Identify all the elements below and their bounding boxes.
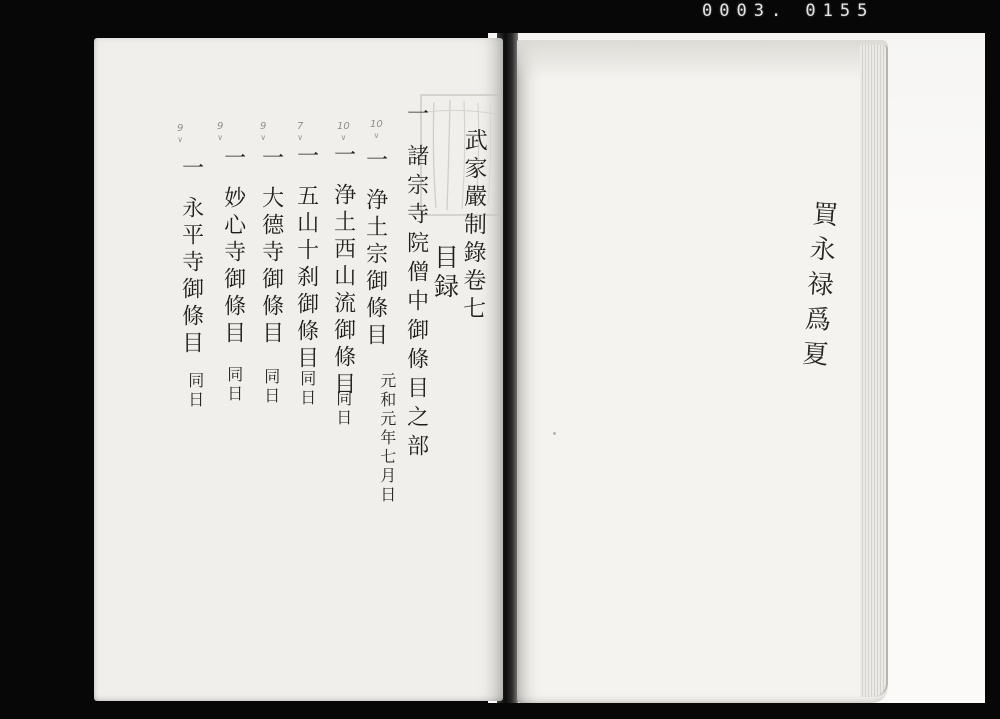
entry-marker: 一 <box>403 102 429 131</box>
contents-label: 目録 <box>430 244 460 302</box>
entry-marker: 一 <box>293 144 319 171</box>
pencil-number: 9 <box>177 123 184 134</box>
entry-text: 浄土宗御條目 <box>362 188 388 350</box>
entry-text: 永平寺御條目 <box>178 196 204 358</box>
pencil-check-icon: ∨ <box>177 135 184 144</box>
right-page <box>517 40 888 703</box>
pencil-annotation <box>177 124 183 144</box>
toc-entry <box>291 144 320 373</box>
cursive-inscription: 買永禄爲夏 <box>796 199 839 376</box>
pencil-check-icon: ∨ <box>217 133 224 142</box>
entry-marker: 一 <box>362 148 388 175</box>
same-day-label: 同日 <box>185 372 205 410</box>
archive-frame-number: 0003. 0155 <box>702 1 875 21</box>
pencil-check-icon: ∨ <box>260 133 267 142</box>
entry-text: 大德寺御條目 <box>258 186 284 348</box>
toc-entry <box>218 146 247 348</box>
toc-entry <box>401 102 430 463</box>
toc-entry <box>360 148 389 350</box>
same-day-label: 同日 <box>333 390 353 428</box>
entry-marker: 一 <box>178 156 204 183</box>
pencil-number: 10 <box>337 121 350 132</box>
page-top-shade <box>517 40 888 80</box>
date-label: 元和元年七月日 <box>377 372 397 505</box>
pencil-check-icon: ∨ <box>340 133 347 142</box>
entry-text: 妙心寺御條目 <box>220 186 246 348</box>
pencil-annotation <box>260 122 266 142</box>
toc-entry <box>176 156 205 358</box>
pencil-number: 10 <box>370 119 383 130</box>
entry-text: 五山十刹御條目 <box>293 184 319 373</box>
pencil-annotation <box>217 122 223 142</box>
pencil-annotation <box>297 122 303 142</box>
entry-marker: 一 <box>258 146 284 173</box>
same-day-label: 同日 <box>224 366 244 404</box>
paper-speck <box>553 432 556 435</box>
volume-title: 武家嚴制錄卷七 <box>458 127 487 325</box>
pencil-check-icon: ∨ <box>297 133 304 142</box>
page-edge-stack <box>860 45 888 697</box>
toc-entry <box>328 143 357 399</box>
left-page <box>94 38 503 701</box>
entry-text: 諸宗寺院僧中御條目之部 <box>403 144 429 463</box>
same-day-label: 同日 <box>297 370 317 408</box>
pencil-check-icon: ∨ <box>373 131 380 140</box>
pencil-number: 9 <box>217 121 224 132</box>
entry-marker: 一 <box>220 146 246 173</box>
pencil-number: 9 <box>260 121 267 132</box>
pencil-number: 7 <box>297 121 304 132</box>
same-day-label: 同日 <box>261 368 281 406</box>
entry-text: 浄土西山流御條目 <box>330 183 356 399</box>
pencil-annotation <box>337 122 350 142</box>
entry-marker: 一 <box>330 143 356 170</box>
toc-entry <box>256 146 285 348</box>
pencil-annotation <box>370 120 383 140</box>
